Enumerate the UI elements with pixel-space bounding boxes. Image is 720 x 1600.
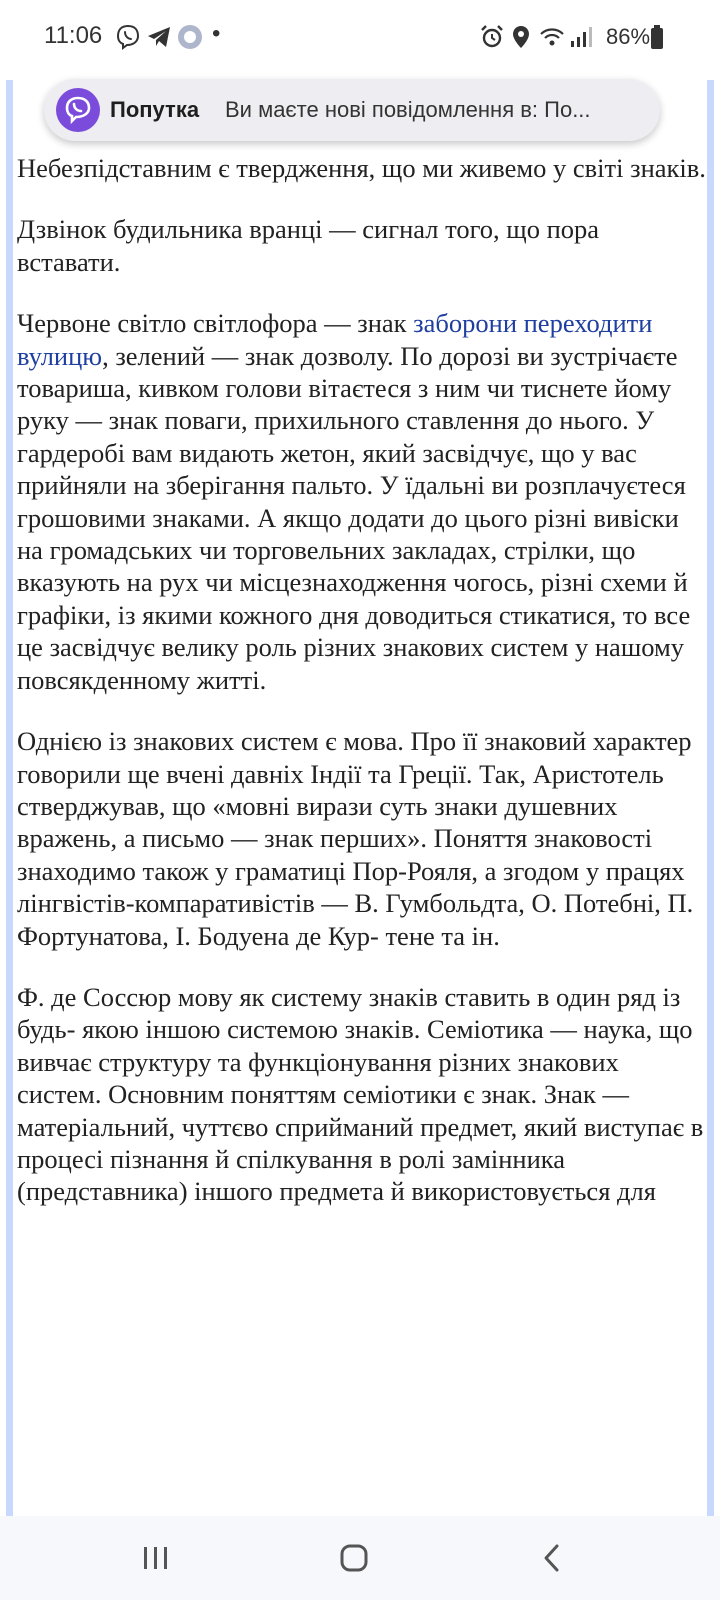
- notification-message: Ви маєте нові повідомлення в: По...: [225, 97, 591, 122]
- app-icon: [177, 24, 203, 50]
- viber-icon: [56, 88, 100, 132]
- back-icon[interactable]: [528, 1534, 576, 1582]
- paragraph-text: Червоне світло світлофора — знак: [17, 308, 414, 339]
- location-icon: [508, 24, 534, 50]
- status-time: 11:06: [44, 22, 103, 49]
- paragraph: Небезпідставним є твердження, що ми живемо у світі знаків.: [17, 153, 706, 183]
- viber-icon: [115, 24, 141, 50]
- paragraph: Ф. де Соссюр мову як систему знаків ставить в один ряд із будь- якою іншою системою знаків. Семіотика — наука, що вивчає структуру та функціонування різних знакових систем. Основним поняттям семіотики є знак. Знак — матеріальний, чуттєво сприйманий предмет, який виступає в процесі пізнання й спілкування в ролі замінника (представника) іншого предмета й використовується для: [17, 981, 704, 1207]
- paragraph: Однією із знакових систем є мова. Про її знаковий характер говорили ще вчені давніх Індії та Греції. Так, Аристотель стверджував, що «мовні вирази суть знаки душевних вражень, а письмо — знак перших». Поняття знаковості знаходимо також у граматиці Пор-Рояля, а згодом у працях лінгвістів-компаративістів — В. Гумбольдта, О. Потебні, П. Фортунатова, І. Бодуена де Кур- тене та ін.: [17, 726, 694, 951]
- notification-app-icon: [56, 88, 100, 132]
- battery-icon: [650, 24, 664, 50]
- web-page[interactable]: [0, 60, 720, 1516]
- paragraph: [17, 307, 707, 696]
- notification-app-name: Попутка: [110, 97, 200, 122]
- inline-link[interactable]: заборони переходити вулицю: [17, 308, 653, 371]
- signal-icon: [568, 24, 594, 50]
- battery-percent: 86%: [606, 24, 651, 49]
- telegram-icon: [146, 24, 172, 50]
- navigation-bar: [0, 1516, 720, 1600]
- paragraph: Дзвінок будильника вранці — сигнал того, що пора вставати.: [17, 214, 600, 277]
- wifi-icon: [539, 24, 565, 50]
- status-dot: •: [212, 20, 221, 47]
- notification-banner[interactable]: [44, 79, 660, 141]
- alarm-icon: [479, 24, 505, 50]
- home-icon[interactable]: [330, 1534, 378, 1582]
- article-body: [17, 152, 707, 1237]
- paragraph-text: , зелений — знак дозволу. По дорозі ви зустрічаєте товариша, кивком голови вітаєтеся з ним чи тиснете йому руку — знак поваги, прихильного ставлення до нього. У гардеробі вам видають жетон, який засвідчує, що у вас прийняли на зберігання пальто. У їдальні ви розплачуєтеся грошовими знаками. А якщо додати до цього різні вивіски на громадських чи торговельних закладах, стрілки, що вказують на рух чи місцезнаходження чогось, різні схеми й графіки, із якими кожного дня доводиться стикатися, то все це засвідчує велику роль різних знакових систем у нашому повсякденному житті.: [17, 340, 691, 695]
- recent-apps-icon[interactable]: [132, 1534, 180, 1582]
- status-bar: [0, 0, 720, 80]
